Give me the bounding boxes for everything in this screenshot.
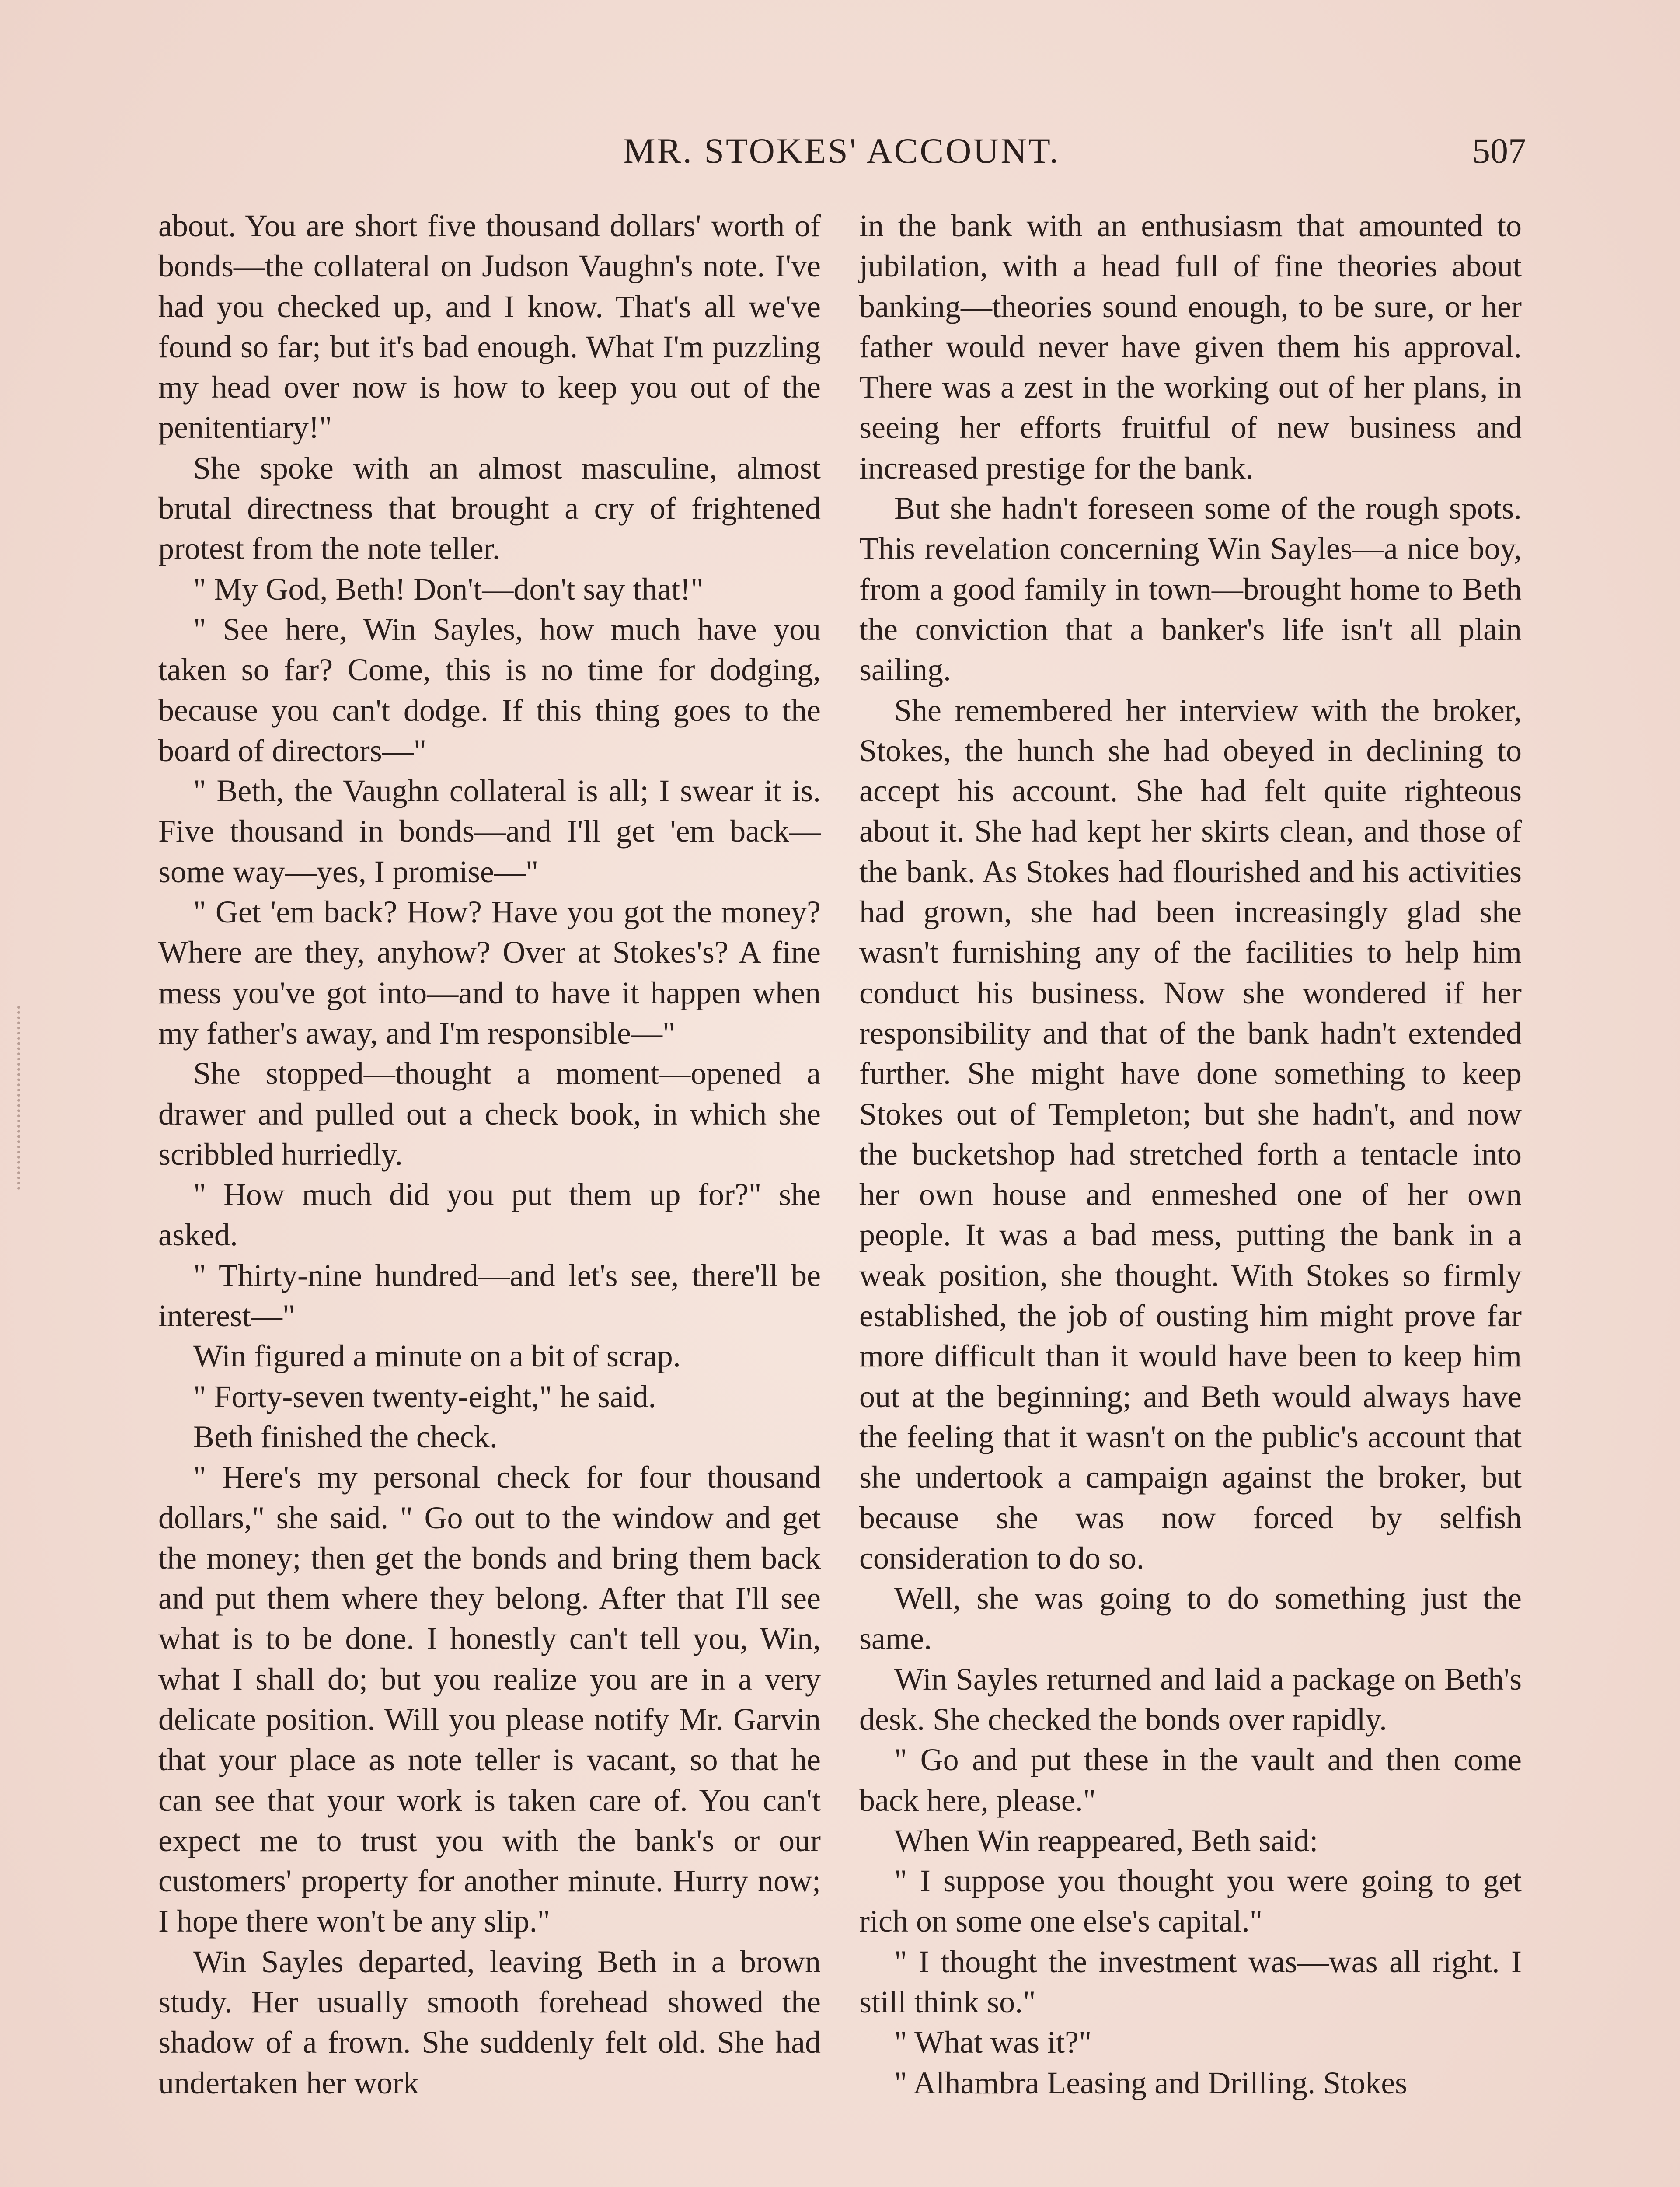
paragraph: She spoke with an almost masculine, almost brutal directness that brought a cry of frightened protest from the note teller. xyxy=(158,450,821,566)
paragraph: Beth finished the check. xyxy=(193,1419,498,1454)
page-number: 507 xyxy=(1472,131,1526,171)
paragraph: " Alhambra Leasing and Drilling. Stokes xyxy=(894,2065,1408,2100)
paragraph: " Get 'em back? How? Have you got the money? Where are they, anyhow? Over at Stokes's? A fine mess you've got into—and to have it happen when my father's away, and I'm responsible—" xyxy=(158,894,821,1051)
paragraph: in the bank with an enthusiasm that amounted to jubilation, with a head full of fine theories about banking—theories sound enough, to be sure, or her father would never have given them his approval. There was a zest in the working out of her plans, in seeing her efforts fruitful of new business and increased prestige for the bank. xyxy=(859,208,1522,486)
paragraph: " My God, Beth! Don't—don't say that!" xyxy=(193,571,704,607)
paragraph: " I thought the investment was—was all right. I still think so." xyxy=(859,1944,1522,2020)
paragraph: Well, she was going to do something just the same. xyxy=(859,1581,1522,1656)
paragraph: " I suppose you thought you were going to get rich on some one else's capital." xyxy=(859,1863,1522,1939)
left-column xyxy=(158,206,821,2103)
paragraph: " Forty-seven twenty-eight," he said. xyxy=(193,1379,656,1414)
paragraph: She remembered her interview with the broker, Stokes, the hunch she had obeyed in declining to accept his account. She had felt quite righteous about it. She had kept her skirts clean, and those of the bank. As Stokes had flourished and his activities had grown, she had been increasingly glad she wasn't furnishing any of the facilities to help him conduct his business. Now she wondered if her responsibility and that of the bank hadn't extended further. She might have done something to keep Stokes out of Templeton; but she hadn't, and now the bucketshop had stretched forth a tentacle into her own house and enmeshed one of her own people. It was a bad mess, putting the bank in a weak position, she thought. With Stokes so firmly established, the job of ousting him might prove far more difficult than it would have been to keep him out at the beginning; and Beth would always have the feeling that it wasn't on the public's account that she undertook a campaign against the broker, but because she was now forced by selfish consideration to do so. xyxy=(859,692,1522,1576)
paragraph: Win figured a minute on a bit of scrap. xyxy=(193,1338,681,1374)
paragraph: But she hadn't foreseen some of the rough spots. This revelation concerning Win Sayles—a nice boy, from a good family in town—brought home to Beth the conviction that a banker's life isn't all plain sailing. xyxy=(859,491,1522,688)
paragraph: " Beth, the Vaughn collateral is all; I swear it is. Five thousand in bonds—and I'll get 'em back—some way—yes, I promise—" xyxy=(158,773,821,889)
paragraph: She stopped—thought a moment—opened a drawer and pulled out a check book, in which she scribbled hurriedly. xyxy=(158,1056,821,1172)
paragraph: " What was it?" xyxy=(894,2025,1092,2060)
running-title: MR. STOKES' ACCOUNT. xyxy=(623,131,1060,171)
binding-holes-decoration xyxy=(17,1006,29,1190)
right-column xyxy=(859,206,1522,2103)
paragraph: " See here, Win Sayles, how much have you taken so far? Come, this is no time for dodging, because you can't dodge. If this thing goes to the board of directors—" xyxy=(158,611,821,768)
paragraph: Win Sayles returned and laid a package on Beth's desk. She checked the bonds over rapidly. xyxy=(859,1661,1522,1737)
paragraph: " How much did you put them up for?" she asked. xyxy=(158,1177,821,1253)
running-header xyxy=(157,127,1526,175)
paragraph: about. You are short five thousand dollars' worth of bonds—the collateral on Judson Vaughn's note. I've had you checked up, and I know. That's all we've found so far; but it's bad enough. What I'm puzzling my head over now is how to keep you out of the penitentiary!" xyxy=(158,208,821,445)
paragraph: " Go and put these in the vault and then come back here, please." xyxy=(859,1742,1522,1818)
paragraph: Win Sayles departed, leaving Beth in a brown study. Her usually smooth forehead showed the shadow of a frown. She suddenly felt old. She had undertaken her work xyxy=(158,1944,821,2100)
paragraph: " Here's my personal check for four thousand dollars," she said. " Go out to the window and get the money; then get the bonds and bring them back and put them where they belong. After that I'll see what is to be done. I honestly can't tell you, Win, what I shall do; but you realize you are in a very delicate position. Will you please notify Mr. Garvin that your place as note teller is vacant, so that he can see that your work is taken care of. You can't expect me to trust you with the bank's or our customers' property for another minute. Hurry now; I hope there won't be any slip." xyxy=(158,1460,821,1939)
paragraph: When Win reappeared, Beth said: xyxy=(894,1823,1318,1858)
paragraph: " Thirty-nine hundred—and let's see, there'll be interest—" xyxy=(158,1258,821,1334)
